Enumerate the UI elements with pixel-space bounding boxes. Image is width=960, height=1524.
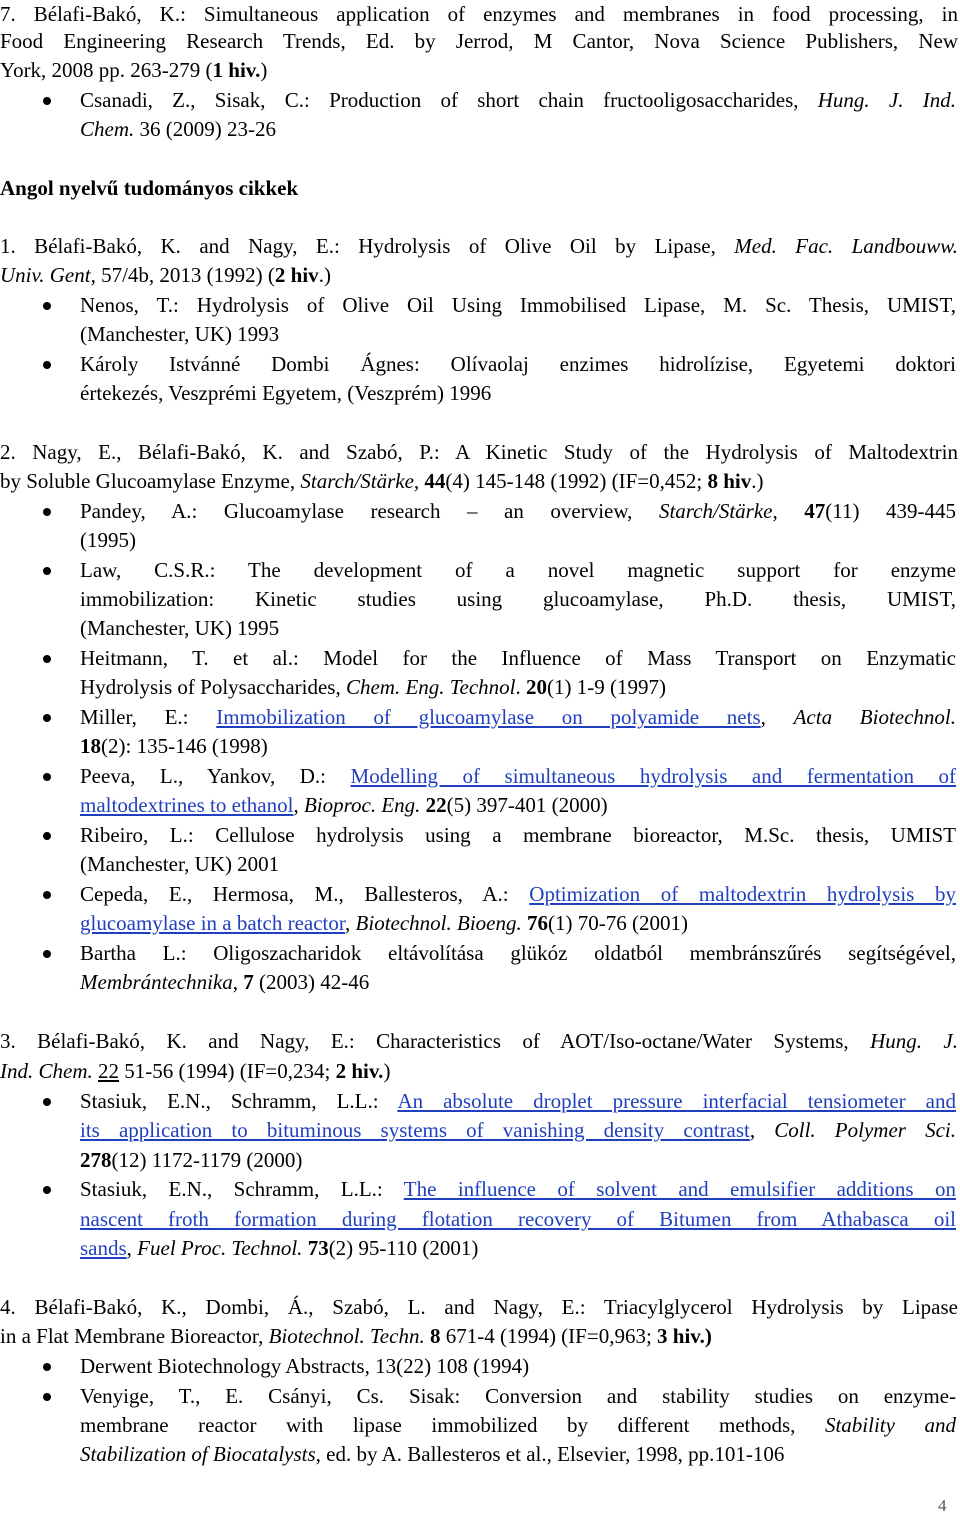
text-run: Nenos, T.: Hydrolysis of Olive Oil Using Immobilised Lipase, M. Sc. Thesis, UMIST,: [80, 293, 956, 317]
citation-bullet-line: [0, 1175, 960, 1204]
line-text: [0, 27, 958, 56]
text-run: értekezés, Veszprémi Egyetem, (Veszprém) 1996: [80, 381, 492, 405]
document-line: [0, 1411, 960, 1440]
citation-link[interactable]: An absolute droplet pressure interfacial tensiometer and: [397, 1089, 956, 1113]
line-text: [80, 1175, 956, 1204]
bullet-icon: [43, 1393, 51, 1401]
citation-link[interactable]: maltodextrines to ethanol: [80, 793, 294, 817]
citation-link[interactable]: glucoamylase in a batch reactor: [80, 911, 346, 935]
text-run: 22: [98, 1059, 119, 1083]
bold-text: 18: [80, 734, 101, 758]
text-run: ): [383, 1059, 391, 1083]
line-text: [80, 1440, 784, 1469]
text-run: ,: [293, 793, 304, 817]
document-line: [0, 56, 960, 85]
document-line: [0, 968, 960, 997]
bold-text: 2 hiv: [274, 263, 319, 287]
citation-bullet-line: [0, 497, 960, 526]
bullet-icon: [43, 1098, 51, 1106]
document-line: [0, 115, 960, 144]
line-text: [80, 968, 369, 997]
text-run: 57/4b, 2013 (1992) (: [95, 263, 275, 287]
text-run: Stasiuk, E.N., Schramm, L.L.:: [80, 1089, 398, 1113]
text-run: ,: [772, 499, 805, 523]
citation-bullet-line: [0, 703, 960, 732]
line-text: [80, 1146, 302, 1175]
journal-title: Hung. J. Ind.: [817, 88, 956, 112]
bold-text: 1 hiv.: [212, 58, 261, 82]
text-run: Csanadi, Z., Sisak, C.: Production of short chain fructooligosaccharides,: [80, 88, 818, 112]
text-run: (2003) 42-46: [253, 970, 370, 994]
bullet-icon: [43, 773, 51, 781]
line-text: [80, 291, 956, 320]
text-run: 2. Nagy, E., Bélafi-Bakó, K. and Szabó, P.: A Kinetic Study of the Hydrolysis of Maltodextrin: [0, 440, 958, 464]
text-run: Károly Istvánné Dombi Ágnes: Olívaolaj enzimes hidrolízise, Egyetemi doktori: [80, 352, 956, 376]
journal-title: Stability and: [824, 1413, 956, 1437]
journal-title: Membrántechnika: [80, 970, 233, 994]
document-line: [0, 1146, 960, 1175]
document-line: [0, 1205, 960, 1234]
line-text: [80, 791, 608, 820]
citation-link[interactable]: Optimization of maltodextrin hydrolysis by: [529, 882, 956, 906]
line-text: [0, 1057, 390, 1086]
text-run: ,: [232, 970, 244, 994]
bullet-icon: [43, 832, 51, 840]
bold-text: 278: [80, 1148, 112, 1172]
journal-title: Stabilization of Biocatalysts: [80, 1442, 316, 1466]
line-text: [0, 174, 298, 203]
bold-text: 20: [526, 675, 548, 699]
journal-title: Med. Fac. Landbouww.: [734, 234, 958, 258]
line-text: [80, 1205, 956, 1234]
journal-title: Hung. J.: [870, 1029, 958, 1053]
document-line: [0, 379, 960, 408]
text-run: 4. Bélafi-Bakó, K., Dombi, Á., Szabó, L. and Nagy, E.: Triacylglycerol Hydrolysis by Lipase: [0, 1295, 958, 1319]
document-line: [0, 791, 960, 820]
line-text: [0, 261, 331, 290]
journal-title: Acta Biotechnol.: [793, 705, 957, 729]
text-run: immobilization: Kinetic studies using glucoamylase, Ph.D. thesis, UMIST,: [80, 587, 956, 611]
text-run: (11) 439-445: [825, 499, 956, 523]
text-run: (Manchester, UK) 1995: [80, 616, 280, 640]
text-run: Angol nyelvű tudományos cikkek: [0, 176, 299, 200]
line-text: [80, 703, 956, 732]
line-text: [0, 467, 763, 496]
citation-bullet-line: [0, 556, 960, 585]
bullet-icon: [43, 97, 51, 105]
text-run: .): [318, 263, 331, 287]
journal-title: Bioproc. Eng.: [303, 793, 421, 817]
journal-title: Chem.: [80, 117, 135, 141]
journal-title: Starch/Stärke,: [300, 469, 420, 493]
line-text: [80, 1116, 956, 1145]
citation-bullet-line: [0, 1382, 960, 1411]
text-run: Ribeiro, L.: Cellulose hydrolysis using a membrane bioreactor, M.Sc. thesis, UMIST: [80, 823, 956, 847]
text-run: membrane reactor with lipase immobilized by different methods,: [80, 1413, 825, 1437]
document-line: [0, 909, 960, 938]
line-text: [80, 585, 956, 614]
citation-bullet-line: [0, 350, 960, 379]
text-run: Cepeda, E., Hermosa, M., Ballesteros, A.:: [80, 882, 530, 906]
line-text: [0, 232, 958, 261]
citation-bullet-line: [0, 86, 960, 115]
document-line: [0, 261, 960, 290]
text-run: ,: [345, 911, 356, 935]
bullet-icon: [43, 1363, 51, 1371]
journal-title: Ind. Chem.: [0, 1059, 93, 1083]
line-text: [80, 1411, 956, 1440]
document-line: [0, 850, 960, 879]
text-run: (12) 1172-1179 (2000): [111, 1148, 303, 1172]
bold-text: 7: [243, 970, 254, 994]
citation-link[interactable]: The influence of solvent and emulsifier additions on: [403, 1177, 956, 1201]
citation-bullet-line: [0, 644, 960, 673]
journal-title: Coll. Polymer Sci.: [774, 1118, 956, 1142]
document-line: [0, 1440, 960, 1469]
text-run: 3. Bélafi-Bakó, K. and Nagy, E.: Characteristics of AOT/Iso-octane/Water Systems,: [0, 1029, 871, 1053]
text-run: Law, C.S.R.: The development of a novel magnetic support for enzyme: [80, 558, 956, 582]
document-line: [0, 673, 960, 702]
citation-bullet-line: [0, 1087, 960, 1116]
line-text: [80, 526, 136, 555]
document-line: [0, 232, 960, 261]
text-run: Pandey, A.: Glucoamylase research – an overview,: [80, 499, 659, 523]
text-run: (1) 1-9 (1997): [547, 675, 666, 699]
line-text: [80, 379, 491, 408]
bold-text: 8: [429, 1324, 441, 1348]
document-line: [0, 0, 960, 29]
document-line: [0, 27, 960, 56]
line-text: [0, 1027, 958, 1056]
journal-title: Biotechnol. Bioeng.: [355, 911, 522, 935]
line-text: [0, 1293, 958, 1322]
bold-text: 76: [527, 911, 549, 935]
line-text: [80, 497, 956, 526]
text-run: .): [751, 469, 764, 493]
text-run: in a Flat Membrane Bioreactor,: [0, 1324, 269, 1348]
text-run: Venyige, T., E. Csányi, Cs. Sisak: Conversion and stability studies on enzyme-: [80, 1384, 956, 1408]
document-line: [0, 1027, 960, 1056]
text-run: Derwent Biotechnology Abstracts, 13(22) 108 (1994): [80, 1354, 530, 1378]
bold-text: 3 hiv.: [657, 1324, 705, 1348]
section-heading: [0, 174, 960, 203]
bold-text: 44: [424, 469, 446, 493]
line-text: [80, 762, 956, 791]
journal-title: Univ. Gent,: [0, 263, 96, 287]
text-run: ): [260, 58, 268, 82]
bold-text: 73: [307, 1236, 329, 1260]
line-text: [80, 673, 666, 702]
document-line: [0, 732, 960, 761]
bullet-icon: [43, 302, 51, 310]
text-run: (1995): [80, 528, 136, 552]
line-text: [80, 556, 956, 585]
text-run: 671-4 (1994) (IF=0,963;: [440, 1324, 658, 1348]
document-line: [0, 1293, 960, 1322]
text-run: by Soluble Glucoamylase Enzyme,: [0, 469, 301, 493]
citation-link[interactable]: Immobilization of glucoamylase on polyamide nets: [216, 705, 761, 729]
line-text: [80, 1352, 529, 1381]
document-line: [0, 526, 960, 555]
line-text: [80, 880, 956, 909]
citation-link[interactable]: sands: [80, 1236, 127, 1260]
text-run: Miller, E.:: [80, 705, 217, 729]
document-line: [0, 467, 960, 496]
line-text: [80, 614, 279, 643]
text-run: ,: [749, 1118, 775, 1142]
text-run: (2): 135-146 (1998): [101, 734, 268, 758]
text-run: 1. Bélafi-Bakó, K. and Nagy, E.: Hydrolysis of Olive Oil by Lipase,: [0, 234, 735, 258]
text-run: Bartha L.: Oligoszacharidok eltávolítása glükóz oldatból membránszűrés segítségével,: [80, 941, 956, 965]
text-run: (2) 95-110 (2001): [328, 1236, 479, 1260]
line-text: [80, 939, 956, 968]
line-text: [80, 909, 688, 938]
bullet-icon: [43, 655, 51, 663]
line-text: [80, 644, 956, 673]
line-text: [80, 350, 956, 379]
document-line: [0, 585, 960, 614]
text-run: .: [515, 675, 527, 699]
text-run: ,: [760, 705, 794, 729]
citation-bullet-line: [0, 880, 960, 909]
text-run: (5) 397-401 (2000): [446, 793, 608, 817]
line-text: [80, 320, 279, 349]
text-run: Heitmann, T. et al.: Model for the Influence of Mass Transport on Enzymatic: [80, 646, 956, 670]
citation-link[interactable]: nascent froth formation during flotation recovery of Bitumen from Athabasca oil: [80, 1207, 956, 1231]
line-text: [80, 86, 956, 115]
bullet-icon: [43, 567, 51, 575]
bullet-icon: [43, 361, 51, 369]
bold-text: ): [704, 1324, 712, 1348]
bold-text: 8 hiv: [707, 469, 752, 493]
line-text: [80, 1234, 478, 1263]
line-text: [0, 438, 958, 467]
text-run: Hydrolysis of Polysaccharides,: [80, 675, 346, 699]
citation-link[interactable]: its application to bituminous systems of vanishing density contrast: [80, 1118, 750, 1142]
bullet-icon: [43, 714, 51, 722]
text-run: 7. Bélafi-Bakó, K.: Simultaneous application of enzymes and membranes in food processing, in: [0, 2, 958, 26]
line-text: [80, 1087, 956, 1116]
bold-text: 2 hiv.: [335, 1059, 384, 1083]
journal-title: Fuel Proc. Technol.: [137, 1236, 303, 1260]
bullet-icon: [43, 891, 51, 899]
line-text: [80, 115, 276, 144]
text-run: Food Engineering Research Trends, Ed. by Jerrod, M Cantor, Nova Science Publishers, New: [0, 29, 958, 53]
citation-bullet-line: [0, 821, 960, 850]
text-run: (4) 145-148 (1992) (IF=0,452;: [445, 469, 708, 493]
document-line: [0, 1116, 960, 1145]
text-run: 36 (2009) 23-26: [134, 117, 276, 141]
line-text: [80, 821, 956, 850]
journal-title: Starch/Stärke: [658, 499, 773, 523]
document-line: [0, 438, 960, 467]
text-run: Stasiuk, E.N., Schramm, L.L.:: [80, 1177, 404, 1201]
line-text: [0, 56, 267, 85]
line-text: [0, 0, 958, 29]
journal-title: Biotechnol. Techn.: [268, 1324, 425, 1348]
citation-bullet-line: [0, 762, 960, 791]
text-run: ,: [126, 1236, 138, 1260]
document-line: [0, 320, 960, 349]
citation-bullet-line: [0, 291, 960, 320]
text-run: Peeva, L., Yankov, D.:: [80, 764, 351, 788]
text-run: , ed. by A. Ballesteros et al., Elsevier, 1998, pp.101-106: [315, 1442, 785, 1466]
line-text: [0, 1322, 712, 1351]
document-line: [0, 1234, 960, 1263]
citation-bullet-line: [0, 1352, 960, 1381]
citation-link[interactable]: Modelling of simultaneous hydrolysis and fermentation of: [350, 764, 957, 788]
bullet-icon: [43, 950, 51, 958]
journal-title: Chem. Eng. Technol: [345, 675, 516, 699]
text-run: York, 2008 pp. 263-279 (: [0, 58, 213, 82]
text-run: (Manchester, UK) 1993: [80, 322, 280, 346]
bullet-icon: [43, 508, 51, 516]
text-run: (Manchester, UK) 2001: [80, 852, 280, 876]
line-text: [80, 732, 268, 761]
document-line: [0, 1057, 960, 1086]
bold-text: 22: [425, 793, 447, 817]
citation-bullet-line: [0, 939, 960, 968]
document-line: [0, 1322, 960, 1351]
text-run: 51-56 (1994) (IF=0,234;: [119, 1059, 336, 1083]
bold-text: 47: [804, 499, 826, 523]
line-text: [80, 1382, 956, 1411]
line-text: [80, 850, 279, 879]
text-run: (1) 70-76 (2001): [548, 911, 688, 935]
document-line: [0, 614, 960, 643]
bullet-icon: [43, 1186, 51, 1194]
page-number: 4: [938, 1496, 947, 1515]
